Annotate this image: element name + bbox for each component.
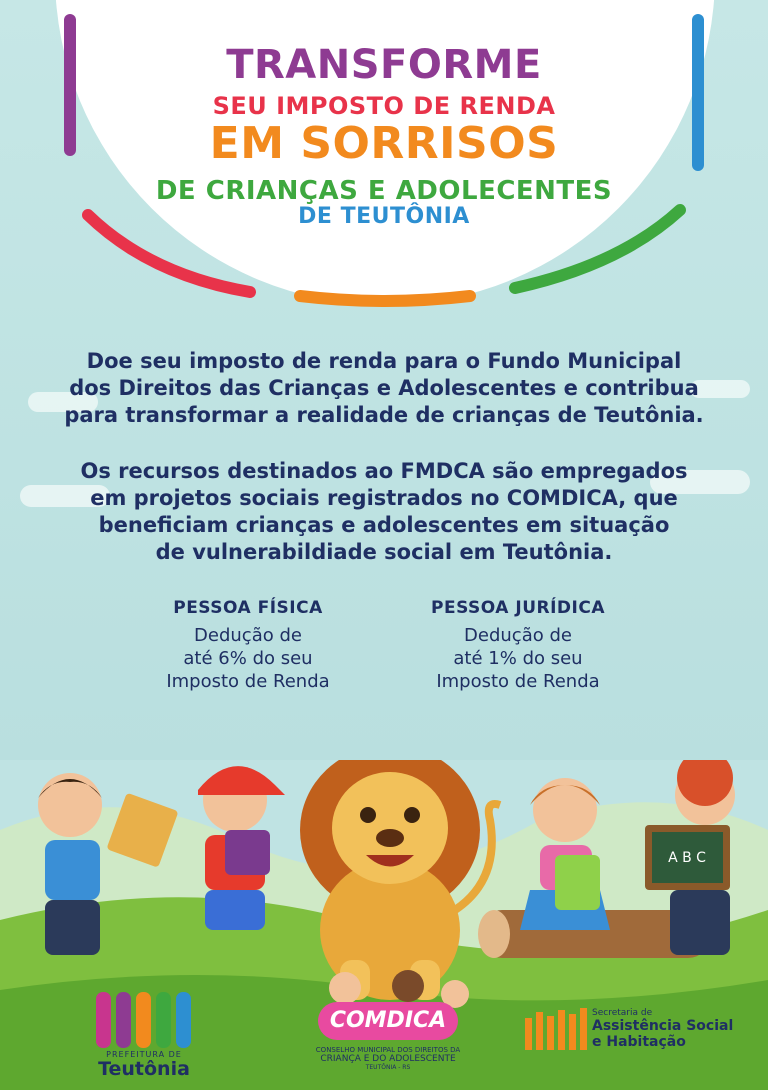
comdica-name: COMDICA [329,1008,447,1033]
headline-line-2: SEU IMPOSTO DE RENDA [212,92,556,120]
chalkboard-text: A B C [668,850,706,866]
secretaria-small-text: Secretaria de [592,1008,653,1018]
comdica-line-2: CRIANÇA E DO ADOLESCENTE [320,1054,456,1064]
resources-line: beneficiam crianças e adolescentes em situação [98,513,670,537]
headline-line-3: EM SORRISOS [209,118,559,169]
deduction-line: Imposto de Renda [166,671,330,692]
intro-line: para transformar a realidade de crianças de Teutônia. [64,403,704,427]
intro-paragraph [40,348,728,429]
headline-line-5: DE TEUTÔNIA [298,204,470,229]
resources-line: de vulnerabildiade social em Teutônia. [155,540,613,564]
secretaria-line-2: e Habitação [592,1034,686,1050]
deduction-line: até 1% do seu [453,648,583,669]
headline-line-4: DE CRIANÇAS E ADOLECENTES [155,176,613,206]
comdica-line-1: CONSELHO MUNICIPAL DOS DIREITOS DA [315,1046,461,1054]
secretaria-line-1: Assistência Social [592,1018,734,1034]
deduction-title: PESSOA FÍSICA [173,598,323,618]
intro-line: dos Direitos das Crianças e Adolescentes e contribua [69,376,699,400]
headline-line-1: TRANSFORME [226,42,542,88]
prefeitura-small-text: PREFEITURA DE [106,1050,182,1059]
comdica-line-3: TEUTÔNIA - RS [365,1064,411,1071]
deduction-pessoa-juridica [388,598,648,693]
resources-line: Os recursos destinados ao FMDCA são empregados [80,459,688,483]
comdica-logo [290,1008,486,1071]
footer [0,970,768,1090]
prefeitura-logo [86,1050,202,1079]
deduction-line: Dedução de [194,625,302,646]
prefeitura-logo-icon [96,992,191,1048]
resources-paragraph [40,458,728,566]
secretaria-logo-icon [525,1008,587,1050]
deduction-line: Imposto de Renda [436,671,600,692]
secretaria-logo [592,1008,752,1050]
deduction-line: até 6% do seu [183,648,313,669]
resources-line: em projetos sociais registrados no COMDICA, que [90,486,678,510]
deduction-pessoa-fisica [118,598,378,693]
deduction-title: PESSOA JURÍDICA [431,598,605,618]
intro-line: Doe seu imposto de renda para o Fundo Municipal [86,349,682,373]
deduction-line: Dedução de [464,625,572,646]
prefeitura-name: Teutônia [98,1058,190,1080]
